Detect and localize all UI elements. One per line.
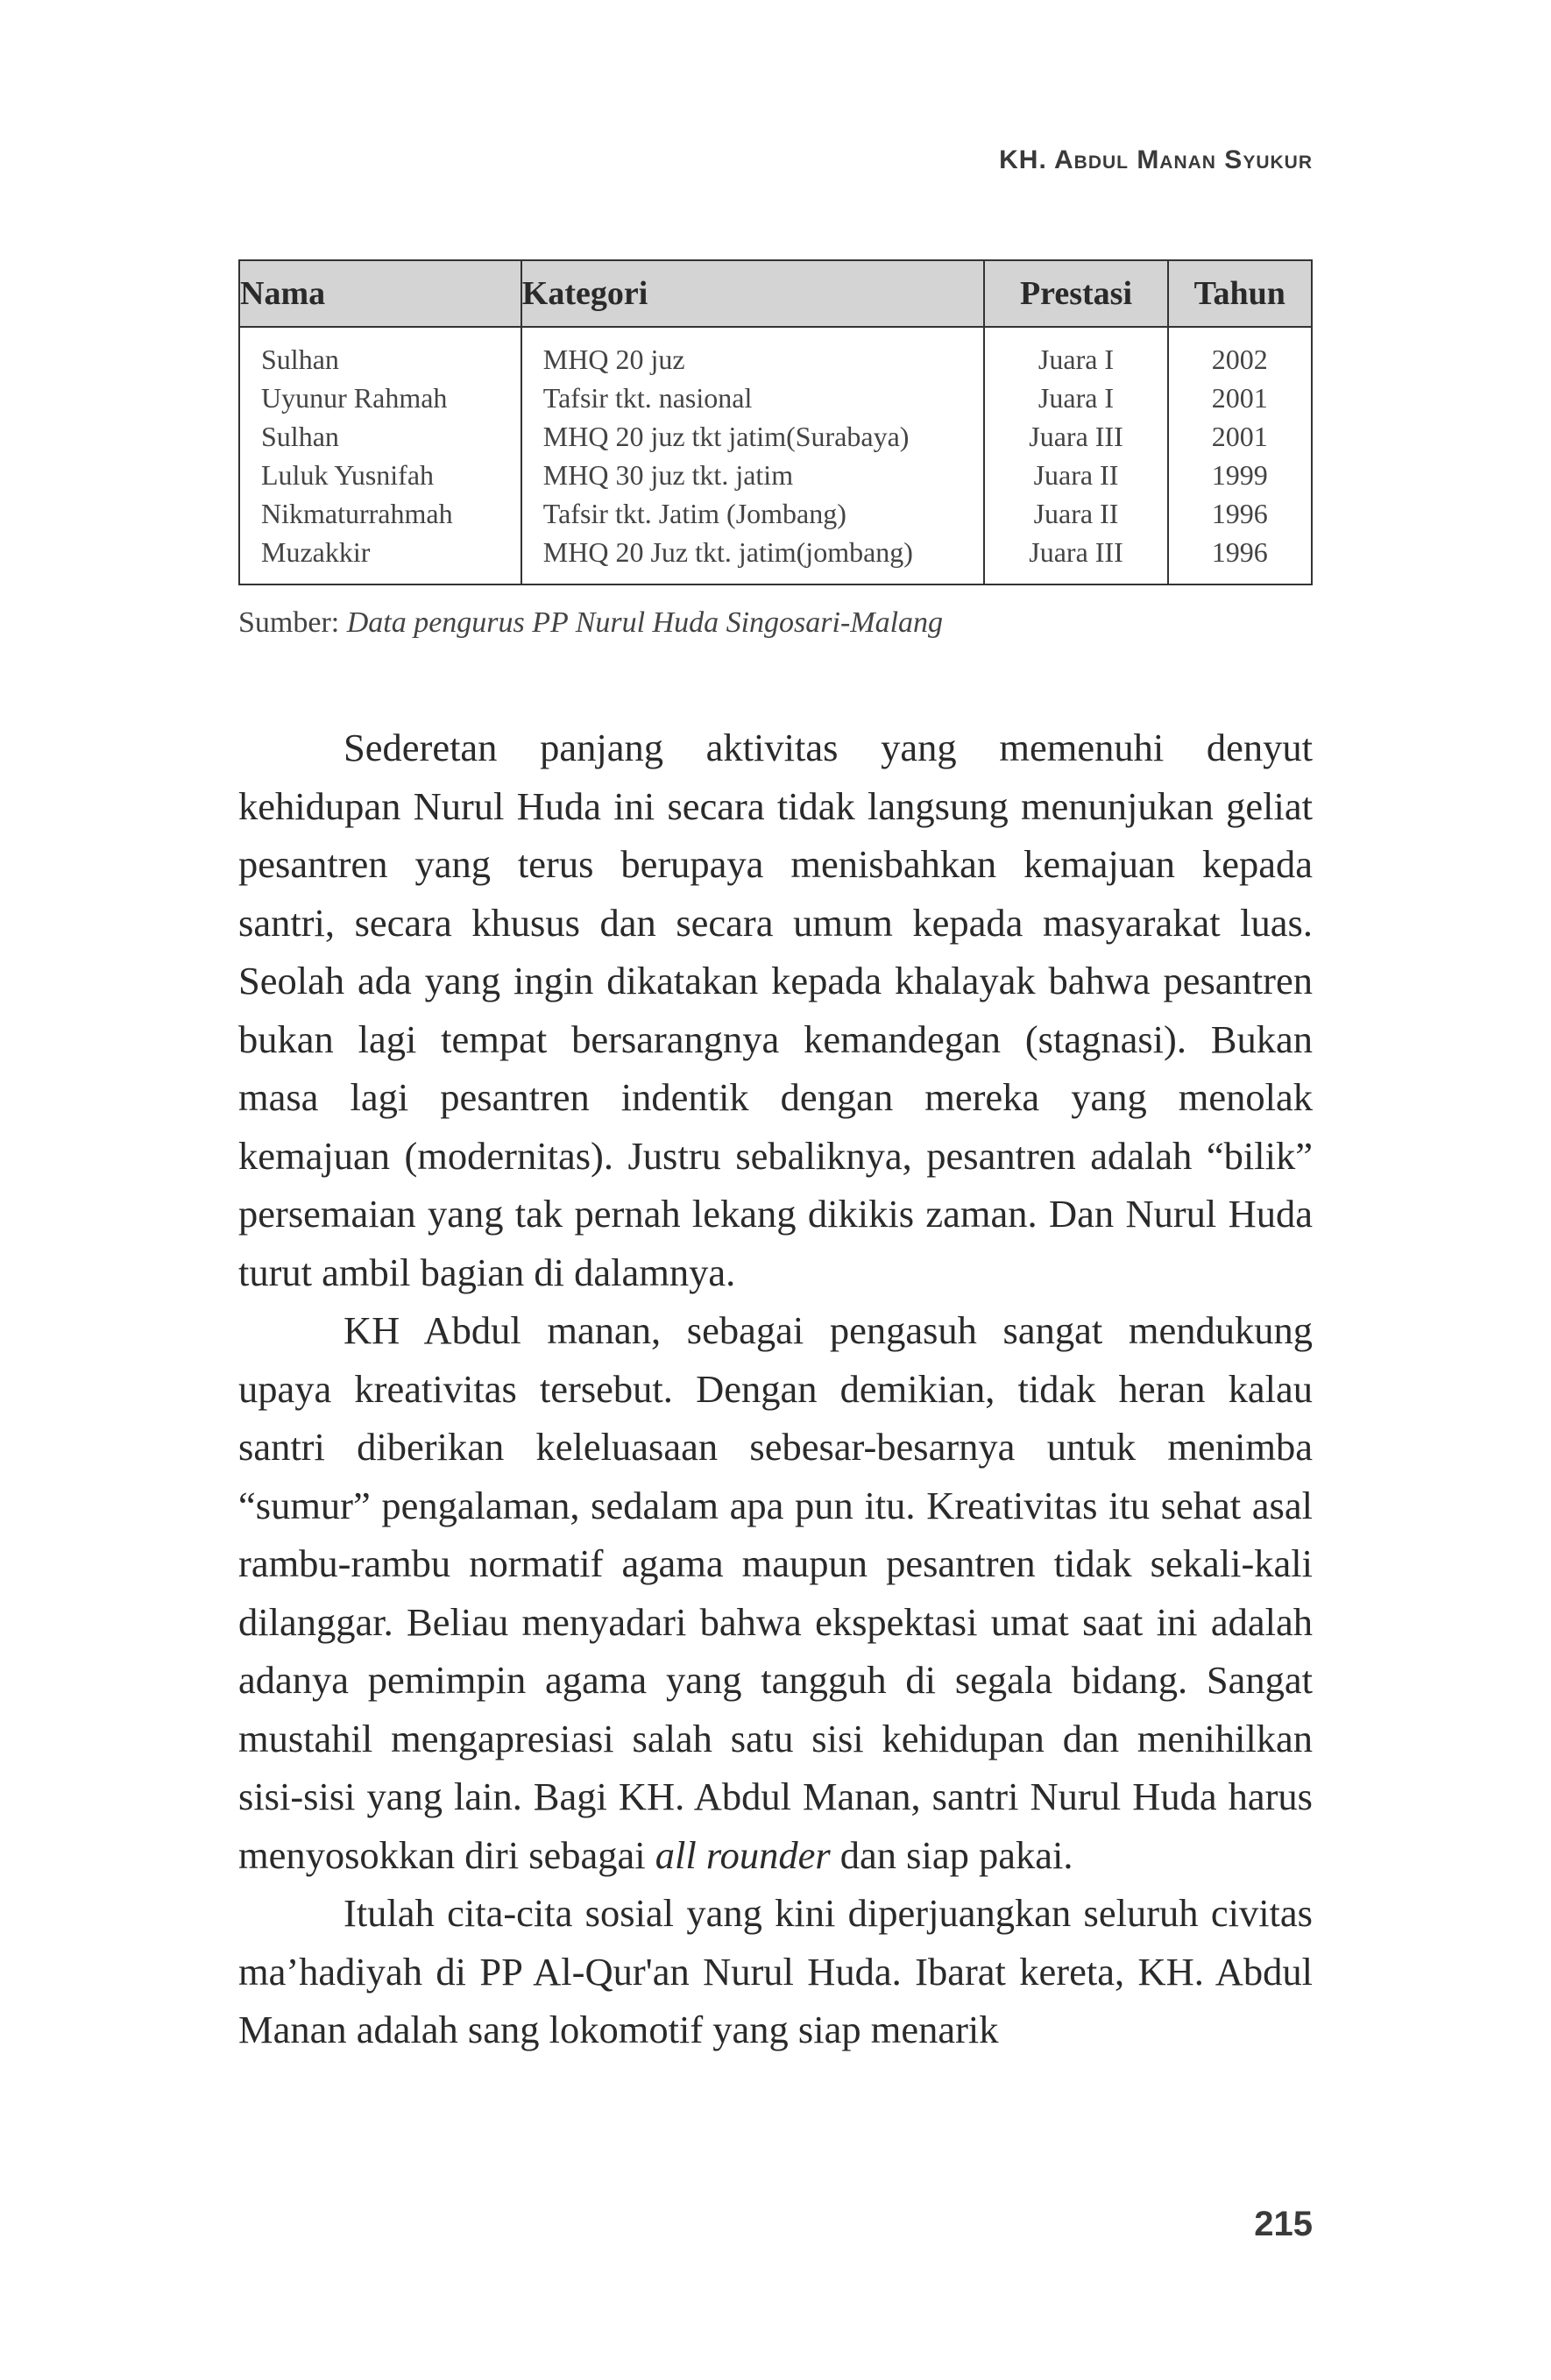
source-text: Data pengurus PP Nurul Huda Singosari-Malang bbox=[346, 606, 944, 639]
table-row bbox=[239, 456, 1312, 494]
cell-nama: Uyunur Rahmah bbox=[239, 379, 521, 417]
cell-nama: Sulhan bbox=[239, 327, 521, 379]
paragraph-1: Sederetan panjang aktivitas yang memenuhi denyut kehidupan Nurul Huda ini secara tidak langsung menunjukan geliat pesantren yang terus berupaya menisbahkan kemajuan kepada santri, secara khusus dan secara umum kepada masyarakat luas. Seolah ada yang ingin dikatakan kepada khalayak bahwa pesantren bukan lagi tempat bersarangnya kemandegan (stagnasi). Bukan masa lagi pesantren indentik dengan mereka yang menolak kemajuan (modernitas). Justru sebaliknya, pesantren adalah “bilik” persemaian yang tak pernah lekang dikikis zaman. Dan Nurul Huda turut ambil bagian di dalamnya. bbox=[238, 726, 1313, 1294]
cell-prestasi: Juara I bbox=[984, 379, 1167, 417]
cell-tahun: 2001 bbox=[1168, 379, 1312, 417]
cell-kategori: MHQ 20 Juz tkt. jatim(jombang) bbox=[521, 533, 985, 584]
cell-tahun: 1996 bbox=[1168, 494, 1312, 533]
table-row bbox=[239, 533, 1312, 584]
paragraph-2-italic: all rounder bbox=[655, 1832, 831, 1877]
cell-nama: Sulhan bbox=[239, 417, 521, 456]
cell-tahun: 2002 bbox=[1168, 327, 1312, 379]
table-row bbox=[239, 379, 1312, 417]
column-header-prestasi: Prestasi bbox=[984, 260, 1167, 327]
source-label: Sumber: bbox=[238, 606, 340, 639]
cell-tahun: 2001 bbox=[1168, 417, 1312, 456]
column-header-tahun: Tahun bbox=[1168, 260, 1312, 327]
page-number: 215 bbox=[1254, 2205, 1313, 2243]
table-source-note bbox=[238, 606, 943, 640]
cell-prestasi: Juara II bbox=[984, 456, 1167, 494]
cell-kategori: Tafsir tkt. Jatim (Jombang) bbox=[521, 494, 985, 533]
paragraph-2 bbox=[238, 1301, 1313, 1884]
cell-prestasi: Juara III bbox=[984, 533, 1167, 584]
running-header: KH. Abdul Manan Syukur bbox=[999, 145, 1313, 174]
cell-kategori: MHQ 20 juz tkt jatim(Surabaya) bbox=[521, 417, 985, 456]
cell-tahun: 1999 bbox=[1168, 456, 1312, 494]
cell-kategori: MHQ 20 juz bbox=[521, 327, 985, 379]
body-text bbox=[238, 719, 1313, 2059]
achievements-table bbox=[238, 259, 1313, 585]
achievements-table-container bbox=[238, 259, 1313, 585]
column-header-nama: Nama bbox=[239, 260, 521, 327]
cell-prestasi: Juara I bbox=[984, 327, 1167, 379]
cell-tahun: 1996 bbox=[1168, 533, 1312, 584]
cell-prestasi: Juara III bbox=[984, 417, 1167, 456]
cell-nama: Muzakkir bbox=[239, 533, 521, 584]
table-row bbox=[239, 417, 1312, 456]
table-row bbox=[239, 494, 1312, 533]
paragraph-2-text: KH Abdul manan, sebagai pengasuh sangat mendukung upaya kreativitas tersebut. Dengan demikian, tidak heran kalau santri diberikan keleluasaan sebesar-besarnya untuk menimba “sumur” pengalaman, sedalam apa pun itu. Kreativitas itu sehat asal rambu-rambu normatif agama maupun pesantren tidak sekali-kali dilanggar. Beliau menyadari bahwa ekspektasi umat saat ini adalah adanya pemimpin agama yang tangguh di segala bidang. Sangat mustahil mengapresiasi salah satu sisi kehidupan dan menihilkan sisi-sisi yang lain. Bagi KH. Abdul Manan, santri Nurul Huda harus menyosokkan diri sebagai bbox=[238, 1308, 1313, 1877]
table-header-row bbox=[239, 260, 1312, 327]
column-header-kategori: Kategori bbox=[521, 260, 985, 327]
paragraph-3: Itulah cita-cita sosial yang kini diperjuangkan seluruh civitas ma’hadiyah di PP Al-Qur'an Nurul Huda. Ibarat kereta, KH. Abdul Manan adalah sang lokomotif yang siap menarik bbox=[238, 1891, 1313, 2051]
cell-kategori: MHQ 30 juz tkt. jatim bbox=[521, 456, 985, 494]
cell-nama: Nikmaturrahmah bbox=[239, 494, 521, 533]
cell-nama: Luluk Yusnifah bbox=[239, 456, 521, 494]
cell-prestasi: Juara II bbox=[984, 494, 1167, 533]
paragraph-2-text-end: dan siap pakai. bbox=[830, 1832, 1073, 1877]
cell-kategori: Tafsir tkt. nasional bbox=[521, 379, 985, 417]
table-row bbox=[239, 327, 1312, 379]
